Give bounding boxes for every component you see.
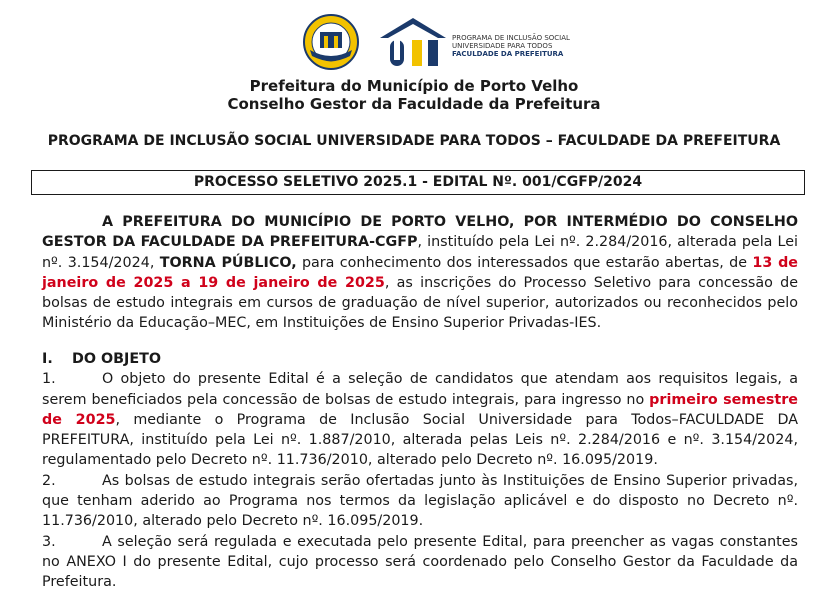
edital-title-box (31, 170, 805, 195)
item-3 (42, 532, 798, 593)
item-1-text-2: , mediante o Programa de Inclusão Social Universidade para Todos–FACULDADE DA PREFEITURA, instituído pela Lei nº. 1.887/2010, alterada pelas Leis nº. 2.284/2016 e nº. 3.154/2024, regulamentado pelo Decreto nº. 11.736/2010, alterado pelo Decreto nº. 16.095/2019. (42, 411, 798, 469)
edital-title: PROCESSO SELETIVO 2025.1 - EDITAL Nº. 001/CGFP/2024 (193, 174, 643, 190)
item-2 (42, 471, 798, 532)
universidade-para-todos-logo (378, 16, 448, 70)
section-heading (42, 349, 798, 369)
item-3-text: A seleção será regulada e executada pelo presente Edital, para preencher as vagas constantes no ANEXO I do presente Edital, cujo processo será coordenado pelo Conselho Gestor da Faculdade da Prefeitura. (42, 533, 798, 591)
item-2-number: 2. (42, 472, 56, 489)
intro-dates: 13 de janeiro de 2025 a 19 de janeiro de 2025 (42, 254, 798, 291)
uni-logo-line-1: PROGRAMA DE INCLUSÃO SOCIAL (452, 34, 570, 42)
uni-logo-text (452, 34, 570, 58)
header-line-2: Conselho Gestor da Faculdade da Prefeitura (227, 95, 601, 113)
item-2-text: As bolsas de estudo integrais serão ofertadas junto às Instituições de Ensino Superior privadas, que tenham aderido ao Programa nos termos da legislação aplicável e do disposto no Decreto nº. 11.736/2010, alterado pelo Decreto nº. 16.095/2019. (42, 472, 798, 530)
intro-text-3: , as inscrições do Processo Seletivo para concessão de bolsas de estudo integrais em cursos de graduação de nível superior, autorizados ou reconhecidos pelo Ministério da Educação–MEC, em Instituições de Ensino Superior Privadas-IES. (42, 274, 798, 332)
item-1-semester: primeiro semestre de 2025 (42, 391, 798, 428)
section-do-objeto (42, 349, 798, 593)
item-3-number: 3. (42, 533, 56, 550)
header-line-1: Prefeitura do Município de Porto Velho (249, 77, 579, 95)
intro-paragraph (42, 212, 798, 334)
item-1 (42, 369, 798, 470)
uni-logo-line-2: UNIVERSIDADE PARA TODOS (452, 42, 553, 50)
intro-text-2: para conhecimento dos interessados que estarão abertas, de (296, 254, 753, 271)
section-heading-text: DO OBJETO (72, 351, 162, 367)
porto-velho-seal-logo (300, 12, 362, 72)
uni-logo-line-3: FACULDADE DA PREFEITURA (452, 50, 564, 58)
program-title: PROGRAMA DE INCLUSÃO SOCIAL UNIVERSIDADE PARA TODOS – FACULDADE DA PREFEITURA (47, 133, 781, 149)
intro-bold-2: TORNA PÚBLICO, (159, 254, 297, 271)
item-1-text-1: O objeto do presente Edital é a seleção de candidatos que atendam aos requisitos legais, a serem beneficiados pela concessão de bolsas de estudo integrais, para ingresso no (42, 371, 798, 408)
logo-bar (0, 10, 828, 72)
section-heading-number: I. (42, 351, 53, 367)
intro-bold-1: A PREFEITURA DO MUNICÍPIO DE PORTO VELHO, POR INTERMÉDIO DO CONSELHO GESTOR DA FACULDADE DA PREFEITURA-CGFP (42, 214, 798, 251)
item-1-number: 1. (42, 371, 56, 388)
intro-text-1: , instituído pela Lei nº. 2.284/2016, alterada pela Lei nº. 3.154/2024, (42, 234, 798, 271)
